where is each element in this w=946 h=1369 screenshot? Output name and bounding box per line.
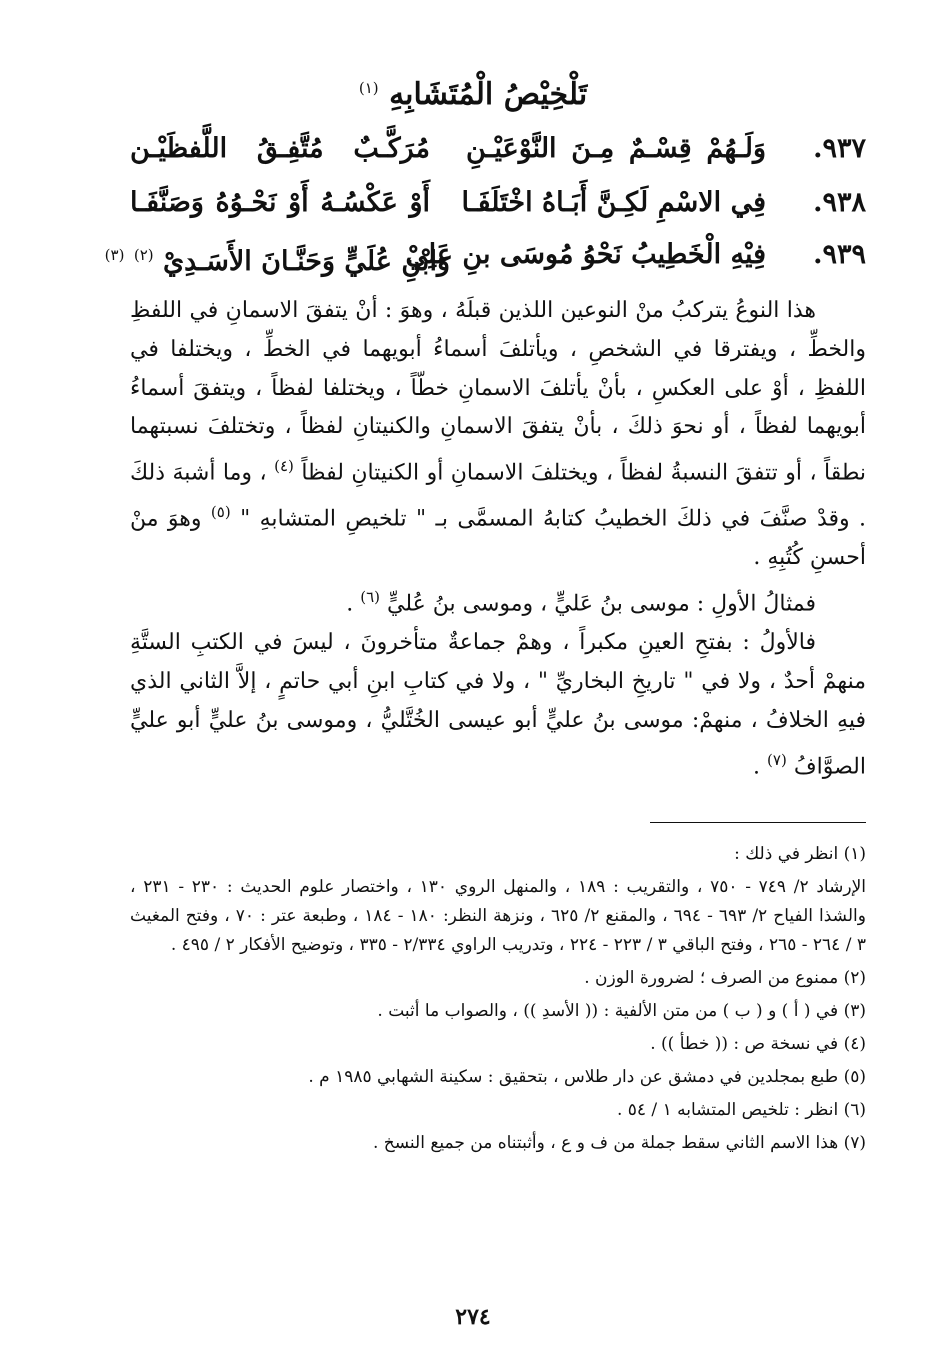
footnote-ref: (٥): [210, 503, 231, 522]
verse-938: [130, 180, 866, 226]
verse-first-hemistich: فِي الاسْمِ لَكِـنَّ أَبَـاهُ اخْتَلَفَـا: [461, 187, 766, 218]
footnote: (٥) طبع بمجلدين في دمشق عن دار طلاس ، بتحقيق : سكينة الشهابي ١٩٨٥ م .: [308, 1067, 866, 1087]
footnote: (٧) هذا الاسم الثاني سقط جملة من ف و ع ، وأثبتناه من جميع النسخ .: [372, 1133, 866, 1153]
verse-first-hemistich: فِيْهِ الْخَطِيبُ نَحْوُ مُوسَى بنِ عَلِيْ: [405, 239, 766, 270]
footnotes: [130, 840, 866, 1162]
verse-number: ٩٣٨.: [813, 187, 866, 218]
verse-second-hemistich: أَوْ عَكْسُـهُ أَوْ نَحْـوُهُ وَصَنَّفَـا: [130, 187, 430, 218]
footnote-ref: (٦): [360, 588, 381, 607]
paragraph-text: وهوَ منْ أحسنِ كُتُبِهِ .: [130, 506, 866, 571]
title-footnote-ref: (١): [358, 79, 379, 97]
verse-number: ٩٣٩.: [813, 239, 866, 270]
paragraph-text: ، وما أشبهَ ذلكَ . وقدْ صنَّفَ في ذلكَ الخطيبُ كتابهُ المسمَّى بـ " تلخيصِ المتشابهِ ": [130, 460, 867, 532]
footnote: (٤) في نسخة ص : (( خطأ )) .: [650, 1034, 866, 1054]
footnote-ref: (٤): [274, 457, 294, 476]
footnote-ref: (٣): [104, 246, 125, 264]
paragraph-text: فمثالُ الأولِ : موسى بنُ عَليٍّ ، وموسى بنُ عُليٍّ: [387, 591, 816, 617]
page-title: [0, 68, 946, 115]
footnote-separator: [650, 822, 866, 823]
verse-second-hemistich-wrap: [104, 232, 450, 285]
verse-937: [130, 126, 866, 172]
footnote: (١) انظر في ذلك :: [734, 844, 866, 864]
verse-number: ٩٣٧.: [813, 133, 866, 164]
footnote-ref: (٧): [767, 750, 787, 769]
verse-first-hemistich: وَلَـهُمْ قِسْـمٌ مِـنَ النَّوْعَيْـنِ: [466, 133, 766, 164]
title-text: تَلْخِيْصُ الْمُتَشَابِهِ: [389, 77, 588, 112]
verse-second-hemistich: وَابْنِ عُلَيٍّ وَحَنَّـانَ الأَسَـدِيْ: [163, 246, 450, 277]
verse-939: [104, 232, 866, 278]
verse-second-hemistich: مُرَكَّـبٌ مُتَّفِـقُ اللَّفظَيْـن: [130, 133, 430, 164]
footnote-ref: (٢): [133, 246, 154, 264]
paragraph-text: .: [753, 754, 761, 780]
footnote: (٦) انظر : تلخيص المتشابه ١ / ٥٤ .: [616, 1100, 866, 1120]
paragraph: [130, 292, 866, 578]
footnote: الإرشاد ٢/ ٧٤٩ - ٧٥٠ ، والتقريب : ١٨٩ ، والمنهل الروي ١٣٠ ، واختصار علوم الحديث : ٢٣٠ - ٢٣١ ، والشذا الفياح ٢/ ٦٩٣ - ٦٩٤ ، والمقنع ٢/ ٦٢٥ ، ونزهة النظر: ١٨٠ - ١٨٤ ، وطبعة عتر : ٧٠ ، وفتح المغيث ٣ / ٢٦٤ - ٢٦٥ ، وفتح الباقي ٣ / ٢٢٣ - ٢٢٤ ، وتدريب الراوي ٢/٣٣٤ - ٣٣٥ ، وتوضيح الأفكار ٢ / ٤٩٥ .: [130, 877, 866, 955]
paragraph: [130, 578, 866, 624]
paragraph-text: فالأولُ : بفتحِ العينِ مكبراً ، وهمْ جماعةٌ متأخرونَ ، ليسَ في الكتبِ الستَّةِ منهمْ أحدٌ ، ولا في " تاريخِ البخاريِّ " ، ولا في كتابِ ابنِ أبي حاتمٍ ، إلاَّ الثاني الذي فيهِ الخلافُ ، منهمْ: موسى بنُ عليٍّ أبو عيسى الخُتَّليُّ ، وموسى بنُ عليٍّ أبو عليٍّ الصوَّافُ: [130, 630, 866, 780]
footnote: (٣) في ( أ ) و ( ب ) من متن الألفية : (( الأسدِ )) ، والصواب ما أثبت .: [377, 1001, 866, 1021]
commentary-text: [130, 292, 866, 787]
paragraph-text: هذا النوعُ يتركبُ منْ النوعين اللذين قبلَهُ ، وهوَ : أنْ يتفقَ الاسمانِ في اللفظِ والخطِّ ، ويفترقا في الشخصِ ، ويأتلفَ أسماءُ أبويهما في الخطِّ ، ويختلفا في اللفظِ ، أوْ على العكسِ ، بأنْ يأتلفَ الاسمانِ خطّاً ، ويختلفا لفظاً ، ويتفقَ أسماءُ أبويهما لفظاً ، أو نحوَ ذلكَ ، بأنْ يتفقَ الاسمانِ والكنيتانِ لفظاً ، وتختلفَ نسبتهما نطقاً ، أو تتفقَ النسبةُ لفظاً ، ويختلفَ الاسمانِ أو الكنيتانِ لفظاً: [130, 298, 867, 486]
paragraph-text: .: [346, 591, 354, 617]
paragraph: [130, 624, 866, 787]
footnote: (٢) ممنوع من الصرف ؛ لضرورة الوزن .: [584, 968, 866, 988]
page-number: ٢٧٤: [455, 1304, 491, 1330]
